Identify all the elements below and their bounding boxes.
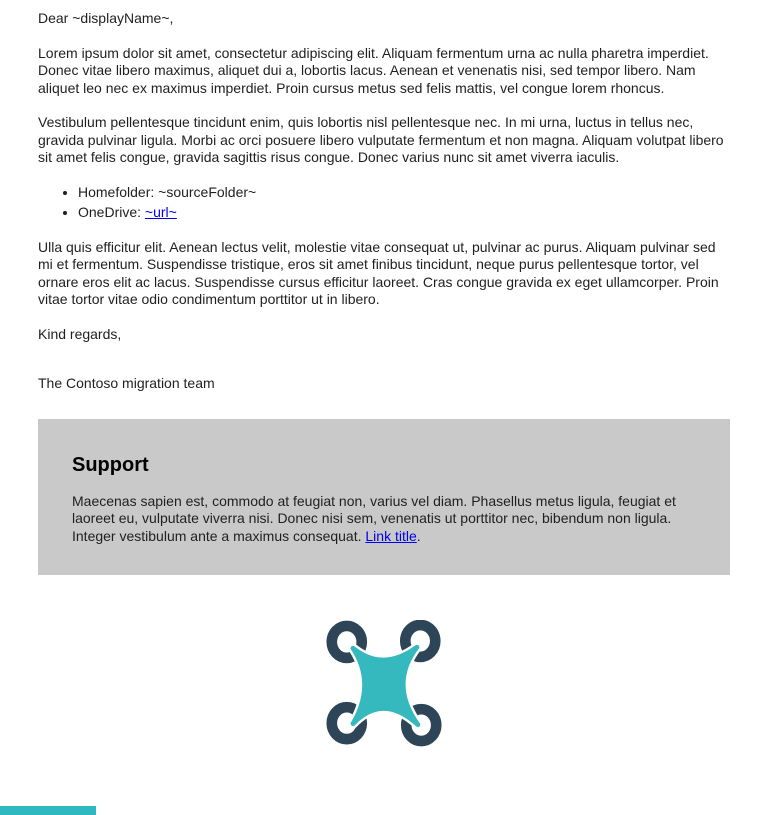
drone-logo-icon [325,620,443,748]
greeting: Dear ~displayName~, [38,10,174,26]
signature: The Contoso migration team [38,375,215,391]
support-text [72,493,682,546]
footer-accent-bar [0,806,96,815]
signoff: Kind regards, [38,325,122,342]
support-body-text: Maecenas sapien est, commodo at feugiat non, varius vel diam. Phasellus metus ligula, feugiat et laoreet eu, vulputate viverra nisi. Donec nisi sem, venenatis ut porttitor nec, bibendum non ligula. Integer vestibulum ante a maximus consequat. [72,492,676,544]
support-link-suffix: . [416,527,421,544]
email-body [0,0,768,393]
support-section [38,419,730,576]
support-link[interactable]: Link title [365,527,417,544]
paragraph-intro: Lorem ipsum dolor sit amet, consectetur adipiscing elit. Aliquam fermentum urna ac nulla pharetra imperdiet. Donec vitae libero maximus, aliquet dui a, lobortis lacus. Aenean et venenatis nisi, sed tempor libero. Nam aliquet leo nec ex maximus imperdiet. Proin cursus metus sed felis mattis, vel congue lorem rhoncus. [38,44,709,96]
homefolder-text: Homefolder: ~sourceFolder~ [78,183,257,200]
onedrive-label: OneDrive: [78,204,145,220]
logo-container [0,620,768,753]
support-title: Support [72,453,149,476]
paragraph-closing: Ulla quis efficitur elit. Aenean lectus velit, molestie vitae consequat ut, pulvinar ac purus. Aliquam pulvinar sed mi et fermentum. Suspendisse tristique, eros sit amet finibus tincidunt, neque purus pellentesque tortor, vel ornare eros elit ac lacus. Suspendisse cursus efficitur laoreet. Cras congue gravida ex eget ullamcorper. Proin vitae tortor vitae odio condimentum porttitor ut in libero. [38,238,719,307]
paragraph-details: Vestibulum pellentesque tincidunt enim, quis lobortis nisl pellentesque nec. In mi urna, luctus in tellus nec, gravida pulvinar ligula. Morbi ac orci posuere libero vulputate fermentum et non magna. Aliquam volutpat libero sit amet felis congue, gravida sagittis risus congue. Donec varius nunc sit amet viverra iaculis. [38,114,724,165]
list-item-onedrive [78,204,730,222]
migration-info-list [38,184,730,222]
onedrive-url-link[interactable]: ~url~ [144,204,177,220]
list-item-homefolder [78,184,730,202]
